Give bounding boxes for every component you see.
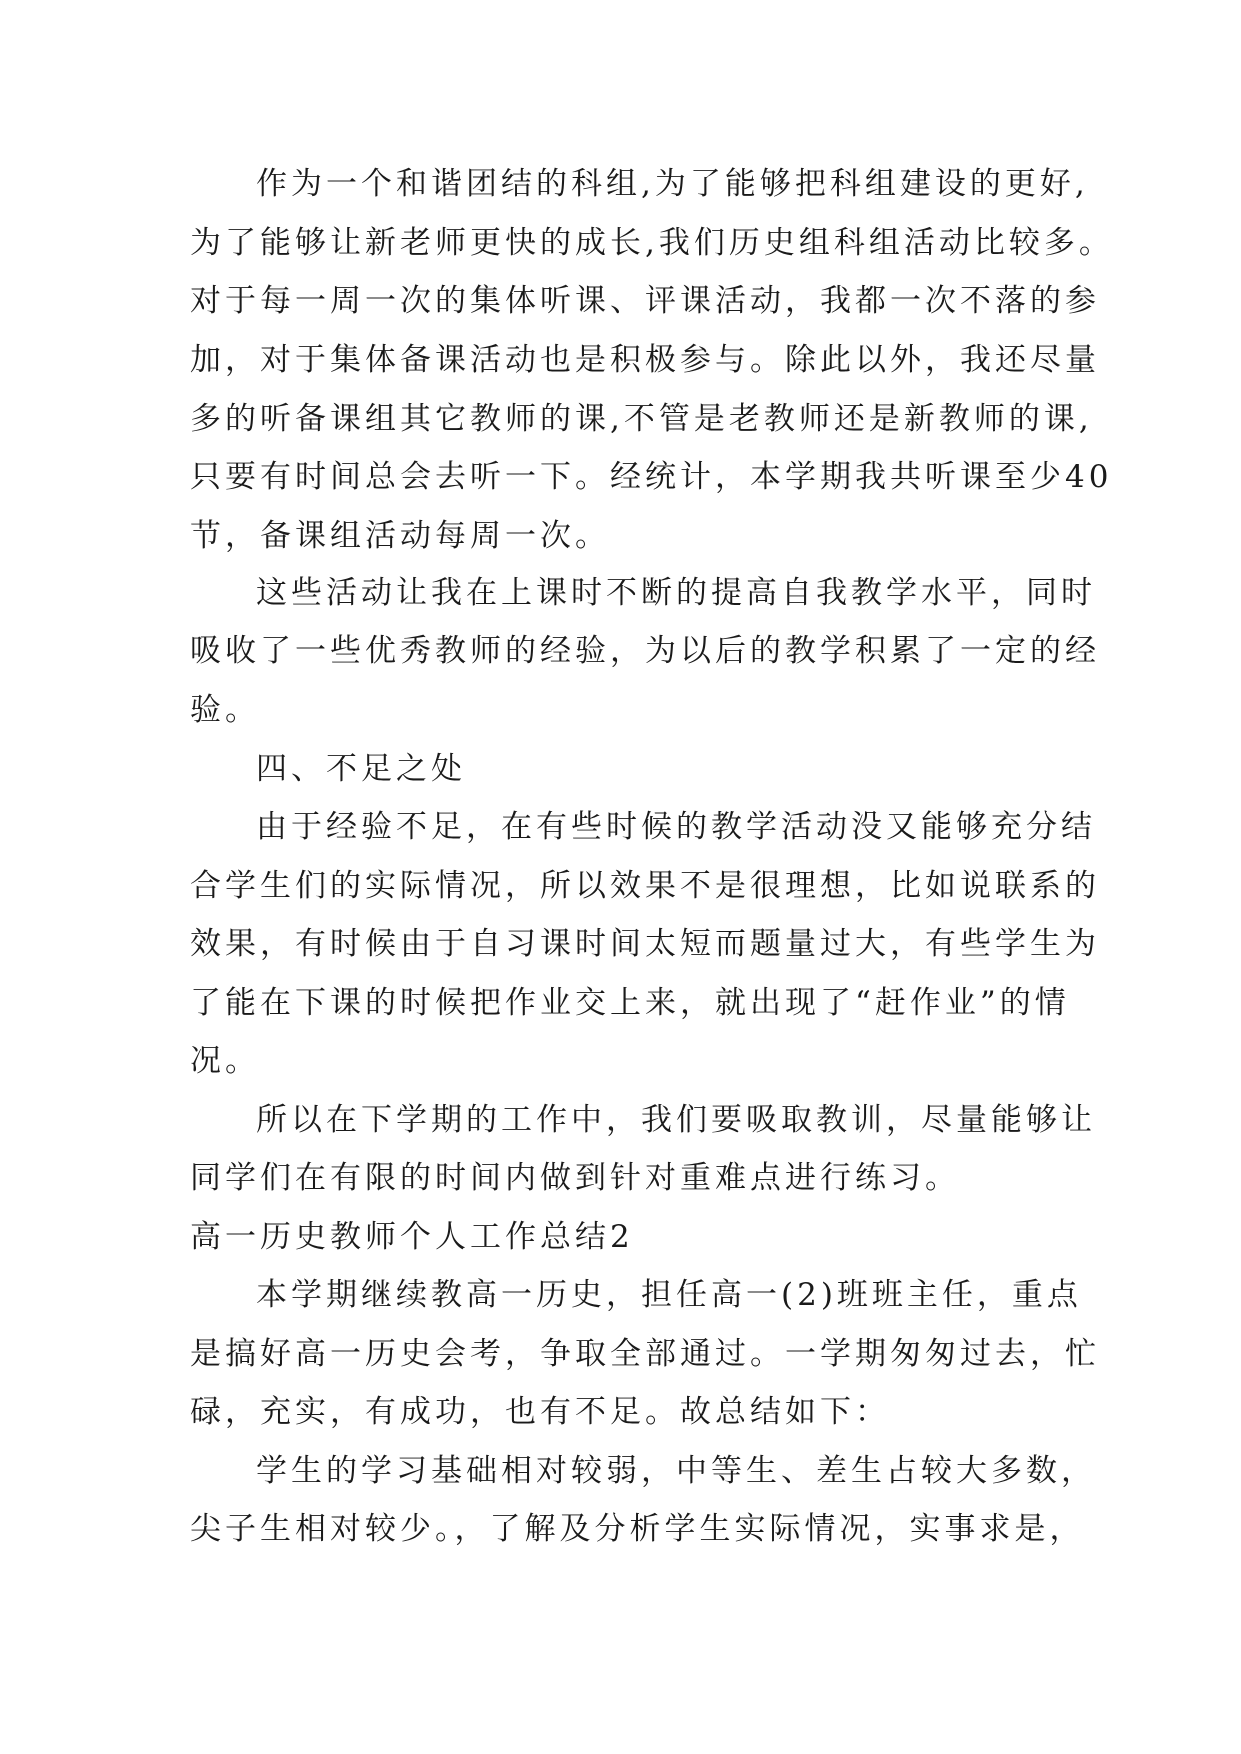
document-title: 高一历史教师个人工作总结2 — [190, 1219, 634, 1255]
text-line: 了能在下课的时候把作业交上来，就出现了“赶作业”的情 — [190, 985, 1070, 1021]
text-line: 只要有时间总会去听一下。经统计，本学期我共听课至少40 — [190, 459, 1113, 495]
section-heading: 四、不足之处 — [256, 751, 466, 787]
text-line: 同学们在有限的时间内做到针对重难点进行练习。 — [190, 1160, 960, 1196]
text-line: 况。 — [190, 1043, 260, 1079]
text-line: 由于经验不足，在有些时候的教学活动没又能够充分结 — [256, 809, 1096, 845]
text-line: 节，备课组活动每周一次。 — [190, 518, 610, 554]
text-line: 碌，充实，有成功，也有不足。故总结如下： — [190, 1394, 890, 1430]
text-line: 验。 — [190, 692, 260, 728]
text-line: 学生的学习基础相对较弱，中等生、差生占较大多数， — [256, 1453, 1096, 1489]
text-line: 合学生们的实际情况，所以效果不是很理想，比如说联系的 — [190, 868, 1100, 904]
text-line: 作为一个和谐团结的科组,为了能够把科组建设的更好, — [256, 166, 1089, 202]
text-line: 对于每一周一次的集体听课、评课活动，我都一次不落的参 — [190, 283, 1100, 319]
text-line: 这些活动让我在上课时不断的提高自我教学水平，同时 — [256, 575, 1096, 611]
text-line: 所以在下学期的工作中，我们要吸取教训，尽量能够让 — [256, 1102, 1096, 1138]
text-line: 效果，有时候由于自习课时间太短而题量过大，有些学生为 — [190, 926, 1100, 962]
text-line: 本学期继续教高一历史，担任高一(2)班班主任，重点 — [256, 1277, 1082, 1313]
text-line: 多的听备课组其它教师的课,不管是老教师还是新教师的课, — [190, 401, 1093, 437]
text-line: 是搞好高一历史会考，争取全部通过。一学期匆匆过去，忙 — [190, 1336, 1100, 1372]
text-line: 尖子生相对较少。，了解及分析学生实际情况，实事求是， — [190, 1511, 1085, 1547]
text-line: 加，对于集体备课活动也是积极参与。除此以外，我还尽量 — [190, 342, 1100, 378]
text-line: 为了能够让新老师更快的成长,我们历史组科组活动比较多。 — [190, 225, 1114, 261]
text-line: 吸收了一些优秀教师的经验，为以后的教学积累了一定的经 — [190, 633, 1100, 669]
